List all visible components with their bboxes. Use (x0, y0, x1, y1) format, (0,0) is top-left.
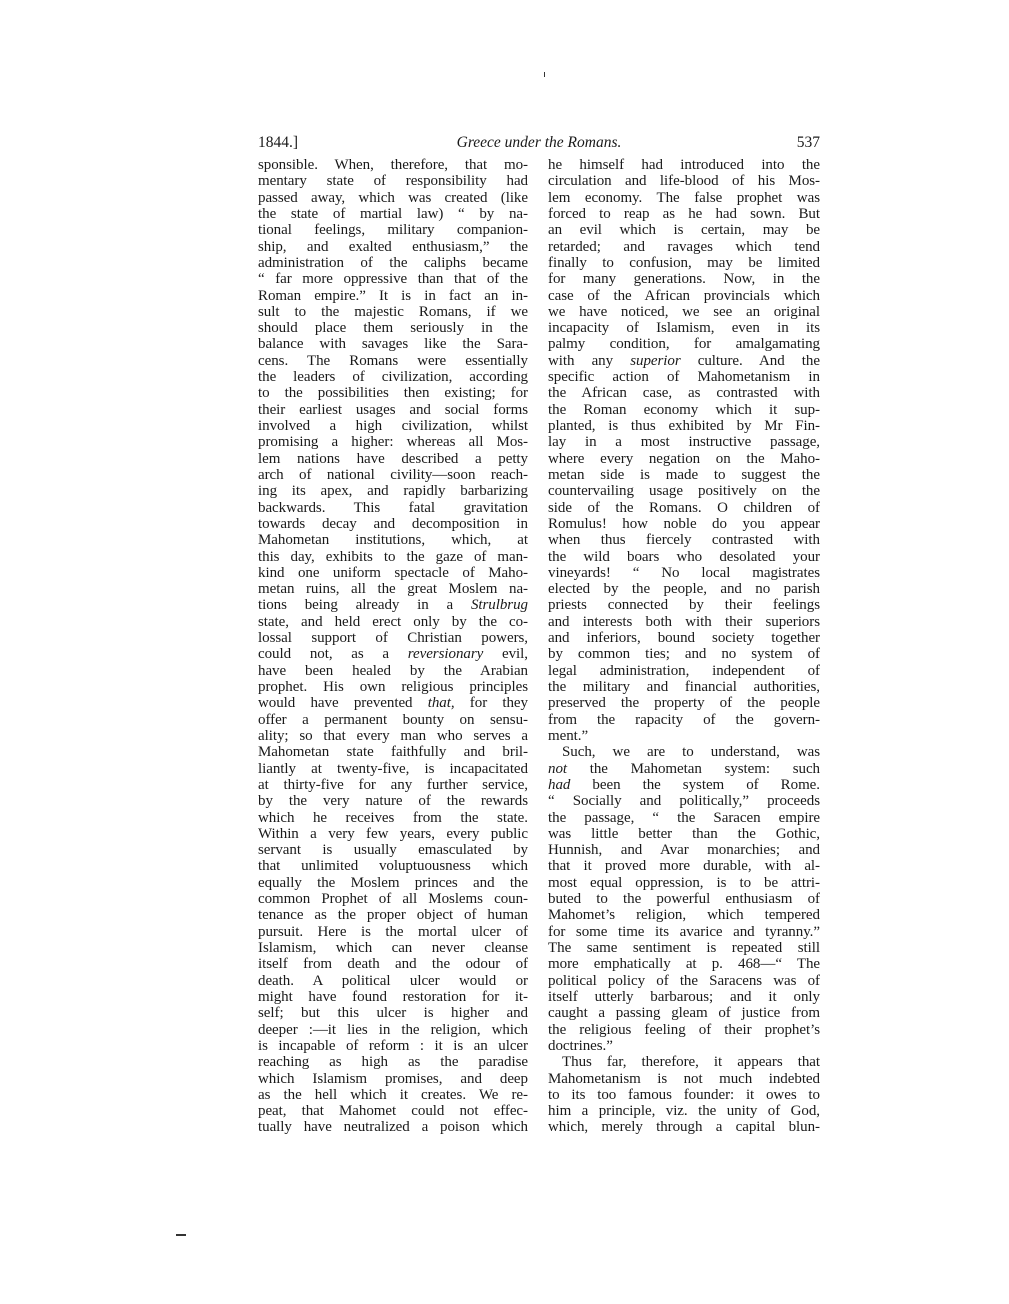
text-line (258, 532, 528, 548)
text-line (548, 891, 820, 907)
text-line (548, 1054, 820, 1070)
text-run: the wild boars who desolated your (548, 548, 820, 565)
text-line (258, 304, 528, 320)
text-line (548, 451, 820, 467)
text-line (258, 516, 528, 532)
text-line (548, 597, 820, 613)
text-run: countervailing usage positively on the (548, 483, 820, 500)
text-line (548, 336, 820, 352)
text-run: ment.” (548, 727, 589, 744)
text-run: balance with savages like the Sara- (258, 336, 528, 353)
text-line (258, 157, 528, 173)
text-run: Hunnish, and Avar monarchies; and (548, 842, 820, 859)
text-run: peat, that Mahomet could not effec- (258, 1103, 528, 1120)
text-line (548, 532, 820, 548)
text-line (548, 956, 820, 972)
text-line (258, 597, 528, 613)
text-run: ality; so that every man who serves a (258, 727, 528, 744)
text-line (548, 320, 820, 336)
text-line (548, 728, 820, 744)
text-line (548, 385, 820, 401)
text-run: the African case, as contrasted with (548, 385, 820, 402)
text-run: where every negation on the Maho- (548, 450, 820, 467)
text-line (258, 810, 528, 826)
text-run: ing its apex, and rapidly barbarizing (258, 483, 528, 500)
text-line (258, 793, 528, 809)
text-run: with any (548, 352, 631, 369)
text-line (548, 712, 820, 728)
text-run: evil, (483, 646, 528, 663)
text-run: “ Socially and politically,” proceeds (548, 793, 820, 810)
text-run: which, merely through a capital blun- (548, 1119, 820, 1136)
text-run: priests connected by their feelings (548, 597, 820, 614)
text-run: which he receives from the state. (258, 809, 528, 826)
scan-speck (544, 72, 545, 77)
text-run: sult to the majestic Romans, if we (258, 303, 528, 320)
text-run: tional feelings, military companion- (258, 222, 528, 239)
text-line (548, 793, 820, 809)
text-line (548, 1087, 820, 1103)
text-line (258, 728, 528, 744)
text-run: to its too famous founder: it owes to (548, 1086, 820, 1103)
text-run: that it proved more durable, with al- (548, 858, 820, 875)
text-run: most equal oppression, is to be attri- (548, 874, 820, 891)
text-line (258, 842, 528, 858)
text-run: culture. And the (680, 352, 820, 369)
text-line (548, 418, 820, 434)
text-run: lem nations have described a petty (258, 450, 528, 467)
text-line (548, 777, 820, 793)
text-run: legal administration, independent of (548, 662, 820, 679)
italic-text: not (548, 760, 568, 777)
text-run: metan side is made to suggest the (548, 466, 820, 483)
text-run: which Islamism promises, and deep (258, 1070, 528, 1087)
text-line (548, 842, 820, 858)
text-run: been the system of Rome. (570, 776, 820, 793)
text-run: incapacity of Islamism, even in its (548, 320, 820, 337)
text-line (258, 353, 528, 369)
text-run: deeper :—it lies in the religion, which (258, 1021, 528, 1038)
text-run: death. A political ulcer would or (258, 972, 528, 989)
text-run: offer a permanent bounty on sensu- (258, 711, 528, 728)
italic-text: Strulbrug (470, 597, 528, 614)
text-line (258, 630, 528, 646)
text-line (548, 989, 820, 1005)
text-line (548, 1071, 820, 1087)
text-run: Mahometanism is not much indebted (548, 1070, 820, 1087)
text-line (548, 810, 820, 826)
text-run: the leaders of civilization, according (258, 369, 528, 386)
text-run: arch of national civility—soon reach- (258, 466, 528, 483)
text-run: servant is usually emasculated by (258, 842, 528, 859)
header-year: 1844.] (258, 134, 299, 151)
text-line (258, 418, 528, 434)
text-run: specific action of Mahometanism in (548, 369, 820, 386)
text-run: doctrines.” (548, 1037, 613, 1054)
text-run: him a principle, viz. the unity of God, (548, 1103, 820, 1120)
text-line (258, 679, 528, 695)
text-run: the passage, “ the Saracen empire (548, 809, 820, 826)
text-run: the Mahometan system: such (567, 760, 820, 777)
text-line (258, 1103, 528, 1119)
text-line (548, 1119, 820, 1135)
text-run: to the possibilities then existing; for (258, 385, 528, 402)
text-line (548, 907, 820, 923)
text-run: vineyards! “ No local magistrates (548, 564, 820, 581)
text-run: itself from death and the odour of (258, 956, 528, 973)
text-run: could not, as a (258, 646, 408, 663)
text-run: prophet. His own religious principles (258, 679, 528, 695)
text-run: for some time its avarice and tyranny.” (548, 923, 820, 940)
text-line (258, 777, 528, 793)
text-line (258, 434, 528, 450)
text-line (258, 1119, 528, 1135)
text-line (548, 288, 820, 304)
text-line (548, 1022, 820, 1038)
italic-text: superior (630, 352, 681, 369)
text-line (258, 1038, 528, 1054)
text-line (548, 157, 820, 173)
text-line (548, 565, 820, 581)
text-line (258, 989, 528, 1005)
text-run: political policy of the Saracens was of (548, 972, 820, 989)
text-run: equally the Moslem princes and the (258, 874, 528, 891)
text-line (258, 1005, 528, 1021)
text-line (258, 581, 528, 597)
left-text-column (258, 157, 528, 1136)
text-run: have been healed by the Arabian (258, 662, 528, 679)
text-run: promising a higher: whereas all Mos- (258, 434, 528, 451)
text-line (258, 255, 528, 271)
text-run: the military and financial authorities, (548, 679, 820, 695)
text-line (258, 320, 528, 336)
text-line (258, 646, 528, 662)
italic-text: had (548, 776, 571, 793)
text-run: retarded; and ravages which tend (548, 238, 820, 255)
text-line (258, 858, 528, 874)
text-line (258, 614, 528, 630)
text-run: cens. The Romans were essentially (258, 352, 528, 369)
text-line (258, 973, 528, 989)
text-run: finally to confusion, may be limited (548, 254, 820, 271)
text-run: and inferiors, bound society together (548, 630, 820, 647)
text-line (548, 206, 820, 222)
text-run: the religious feeling of their prophet’s (548, 1021, 820, 1038)
text-run: for they (454, 695, 528, 712)
text-line (258, 1054, 528, 1070)
text-line (548, 369, 820, 385)
text-run: “ far more oppressive than that of the (258, 271, 528, 288)
text-line (548, 581, 820, 597)
text-line (548, 353, 820, 369)
text-line (548, 402, 820, 418)
text-line (548, 744, 820, 760)
text-run: lem economy. The false prophet was (548, 189, 820, 206)
text-run: Within a very few years, every public (258, 825, 528, 842)
text-line (548, 255, 820, 271)
text-run: Mahometan institutions, which, at (258, 532, 528, 549)
text-run: itself utterly barbarous; and it only (548, 988, 820, 1005)
text-line (548, 940, 820, 956)
text-run: forced to reap as he had sown. But (548, 205, 820, 222)
text-line (258, 875, 528, 891)
text-run: Mahomet’s religion, which tempered (548, 907, 820, 924)
text-run: by the very nature of the rewards (258, 793, 528, 810)
text-run: mentary state of responsibility had (258, 173, 528, 190)
text-line (548, 679, 820, 695)
text-line (548, 304, 820, 320)
text-run: towards decay and decomposition in (258, 515, 528, 532)
text-line (258, 712, 528, 728)
text-run: Roman empire.” It is in fact an in- (258, 287, 528, 304)
text-line (258, 1022, 528, 1038)
text-run: preserved the property of the people (548, 695, 820, 712)
text-line (258, 940, 528, 956)
text-line (548, 239, 820, 255)
text-run: tenance as the proper object of human (258, 907, 528, 924)
text-line (258, 500, 528, 516)
text-run: tually have neutralized a poison which (258, 1119, 528, 1136)
text-line (258, 1087, 528, 1103)
running-title: Greece under the Romans. (456, 134, 622, 151)
text-line (258, 549, 528, 565)
text-run: planted, is thus exhibited by Mr Fin- (548, 418, 820, 434)
text-line (258, 826, 528, 842)
text-run: caught a passing gleam of justice from (548, 1005, 820, 1022)
text-line (258, 206, 528, 222)
text-run: side of the Romans. O children of (548, 499, 820, 516)
text-run: elected by the people, and no parish (548, 581, 820, 598)
text-run: Such, we are to understand, was (562, 744, 820, 761)
text-line (258, 336, 528, 352)
text-run: ship, and exalted enthusiasm,” the (258, 238, 528, 255)
text-line (258, 402, 528, 418)
text-line (258, 239, 528, 255)
text-run: would have prevented (258, 695, 428, 712)
text-run: an evil which is certain, may be (548, 222, 820, 239)
text-line (258, 956, 528, 972)
text-line (258, 761, 528, 777)
text-line (548, 173, 820, 189)
text-line (548, 1103, 820, 1119)
text-line (548, 500, 820, 516)
text-run: pursuit. Here is the mortal ulcer of (258, 923, 528, 940)
text-line (548, 761, 820, 777)
text-run: Islamism, which can never cleanse (258, 940, 528, 956)
text-run: self; but this ulcer is higher and (258, 1005, 528, 1022)
text-line (548, 875, 820, 891)
text-line (548, 483, 820, 499)
text-run: is incapable of reform : it is an ulcer (258, 1037, 528, 1054)
text-line (258, 385, 528, 401)
text-line (548, 973, 820, 989)
text-line (258, 369, 528, 385)
text-line (548, 271, 820, 287)
text-run: state, and held erect only by the co- (258, 613, 528, 630)
text-run: was little better than the Gothic, (548, 825, 820, 842)
text-run: administration of the caliphs became (258, 254, 528, 271)
text-run: we have noticed, we see an original (548, 303, 820, 320)
text-line (548, 549, 820, 565)
text-line (548, 614, 820, 630)
italic-text: reversionary (407, 646, 484, 663)
text-line (258, 695, 528, 711)
text-line (548, 516, 820, 532)
text-run: palmy condition, for amalgamating (548, 336, 820, 353)
text-line (548, 434, 820, 450)
text-line (548, 695, 820, 711)
text-line (548, 190, 820, 206)
text-run: reaching as high as the paradise (258, 1054, 528, 1071)
text-line (548, 858, 820, 874)
text-line (548, 826, 820, 842)
text-run: from the rapacity of the govern- (548, 711, 820, 728)
text-run: metan ruins, all the great Moslem na- (258, 581, 528, 598)
text-run: he himself had introduced into the (548, 157, 820, 173)
text-line (258, 190, 528, 206)
text-run: backwards. This fatal gravitation (258, 499, 528, 516)
text-run: liantly at twenty-five, is incapacitated (258, 760, 528, 777)
text-run: kind one uniform spectacle of Maho- (258, 564, 528, 581)
text-line (258, 663, 528, 679)
text-run: as the hell which it creates. We re- (258, 1086, 528, 1103)
text-run: tions being already in a (258, 597, 471, 614)
text-line (258, 565, 528, 581)
text-run: more emphatically at p. 468—“ The (548, 956, 820, 973)
text-run: sponsible. When, therefore, that mo- (258, 157, 528, 173)
text-run: lay in a most instructive passage, (548, 434, 820, 451)
text-run: case of the African provincials which (548, 287, 820, 304)
text-line (258, 1071, 528, 1087)
text-run: when thus fiercely contrasted with (548, 532, 820, 549)
text-line (258, 907, 528, 923)
text-run: this day, exhibits to the gaze of man- (258, 548, 528, 565)
text-line (258, 467, 528, 483)
text-run: might have found restoration for it- (258, 988, 528, 1005)
text-run: the Roman economy which it sup- (548, 401, 820, 418)
text-line (548, 663, 820, 679)
italic-text: that, (427, 695, 455, 712)
right-text-column (548, 157, 820, 1136)
text-run: for many generations. Now, in the (548, 271, 820, 288)
page-number: 537 (796, 134, 820, 151)
text-run: buted to the powerful enthusiasm of (548, 891, 820, 908)
text-run: The same sentiment is repeated still (548, 940, 820, 956)
text-line (548, 630, 820, 646)
text-line (258, 451, 528, 467)
text-run: should place them seriously in the (258, 320, 528, 337)
text-run: and interests both with their superiors (548, 613, 820, 630)
text-run: circulation and life-blood of his Mos- (548, 173, 820, 190)
text-line (548, 646, 820, 662)
text-line (258, 222, 528, 238)
text-run: that unlimited voluptuousness which (258, 858, 528, 875)
scan-speck (176, 1234, 186, 1236)
text-line (258, 483, 528, 499)
text-line (548, 222, 820, 238)
text-line (548, 1005, 820, 1021)
text-run: passed away, which was created (like (258, 189, 528, 206)
text-line (548, 924, 820, 940)
text-run: the state of martial law) “ by na- (258, 205, 528, 222)
text-run: common Prophet of all Moslems coun- (258, 891, 528, 908)
text-run: at thirty-five for any further service, (258, 776, 528, 793)
text-line (258, 891, 528, 907)
text-run: Mahometan state faithfully and bril- (258, 744, 528, 761)
running-header (258, 134, 820, 158)
text-line (548, 467, 820, 483)
text-run: their earliest usages and social forms (258, 401, 528, 418)
text-line (258, 744, 528, 760)
text-run: by common ties; and no system of (548, 646, 820, 663)
text-line (258, 924, 528, 940)
text-run: lossal support of Christian powers, (258, 630, 528, 647)
text-run: Romulus! how noble do you appear (548, 515, 820, 532)
text-run: involved a high civilization, whilst (258, 418, 528, 434)
text-line (258, 173, 528, 189)
text-run: Thus far, therefore, it appears that (562, 1054, 820, 1071)
text-line (548, 1038, 820, 1054)
text-line (258, 288, 528, 304)
text-line (258, 271, 528, 287)
